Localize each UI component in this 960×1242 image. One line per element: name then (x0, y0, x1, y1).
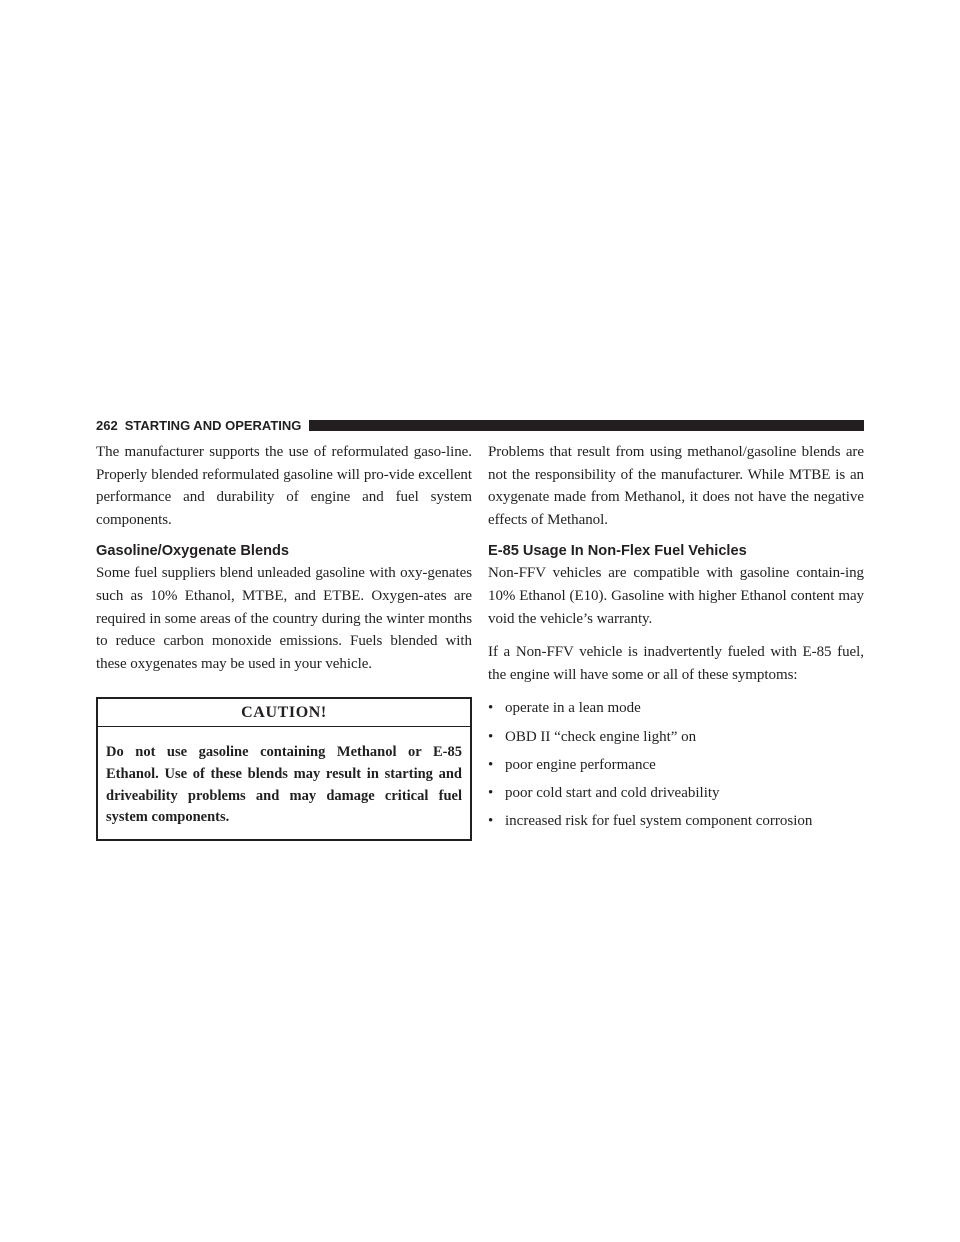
compat-paragraph: Non-FFV vehicles are compatible with gasoline contain-ing 10% Ethanol (E10). Gasoline with higher Ethanol content may void the vehicle’s warranty. (488, 565, 864, 627)
page-header (96, 415, 864, 435)
heading-e85-usage: E-85 Usage In Non-Flex Fuel Vehicles (488, 543, 747, 560)
section-title: STARTING AND OPERATING (124, 417, 302, 433)
blends-paragraph: Some fuel suppliers blend unleaded gasoline with oxy-genates such as 10% Ethanol, MTBE, and ETBE. Oxygen-ates are required in some areas of the country during the winter months to reduce carbon monoxide emissions. Fuels blended with these oxygenates may be used in your vehicle. (96, 565, 472, 672)
list-item: • operate in a lean mode (488, 697, 864, 719)
bullet-icon: • (488, 700, 494, 717)
list-item: • increased risk for fuel system component corrosion (488, 810, 864, 832)
list-item: • OBD II “check engine light” on (488, 726, 864, 748)
heading-oxygenate-blends: Gasoline/Oxygenate Blends (96, 543, 290, 560)
symptoms-intro: If a Non-FFV vehicle is inadvertently fueled with E-85 fuel, the engine will have some or all of these symptoms: (488, 644, 864, 683)
right-column (488, 441, 864, 838)
left-column (96, 441, 472, 841)
bullet-icon: • (488, 784, 494, 801)
problems-paragraph: Problems that result from using methanol/gasoline blends are not the responsibility of the manufacturer. While MTBE is an oxygenate made from Methanol, it does not have the negative effects of Methanol. (488, 444, 864, 528)
list-item: • poor cold start and cold driveability (488, 782, 864, 804)
intro-paragraph: The manufacturer supports the use of reformulated gaso-line. Properly blended reformulated gasoline will pro-vide excellent performance and durability of engine and fuel system components. (96, 444, 472, 528)
bullet-icon: • (488, 813, 494, 830)
page-number: 262 (96, 417, 118, 433)
caution-title: CAUTION! (98, 699, 470, 727)
header-rule (309, 420, 864, 431)
caution-box (96, 697, 472, 840)
list-item: • poor engine performance (488, 754, 864, 776)
bullet-icon: • (488, 728, 494, 745)
symptoms-list (488, 697, 864, 832)
caution-text: Do not use gasoline containing Methanol or E-85 Ethanol. Use of these blends may result in starting and driveability problems and may damage critical fuel system components. (106, 744, 462, 826)
bullet-icon: • (488, 756, 494, 773)
